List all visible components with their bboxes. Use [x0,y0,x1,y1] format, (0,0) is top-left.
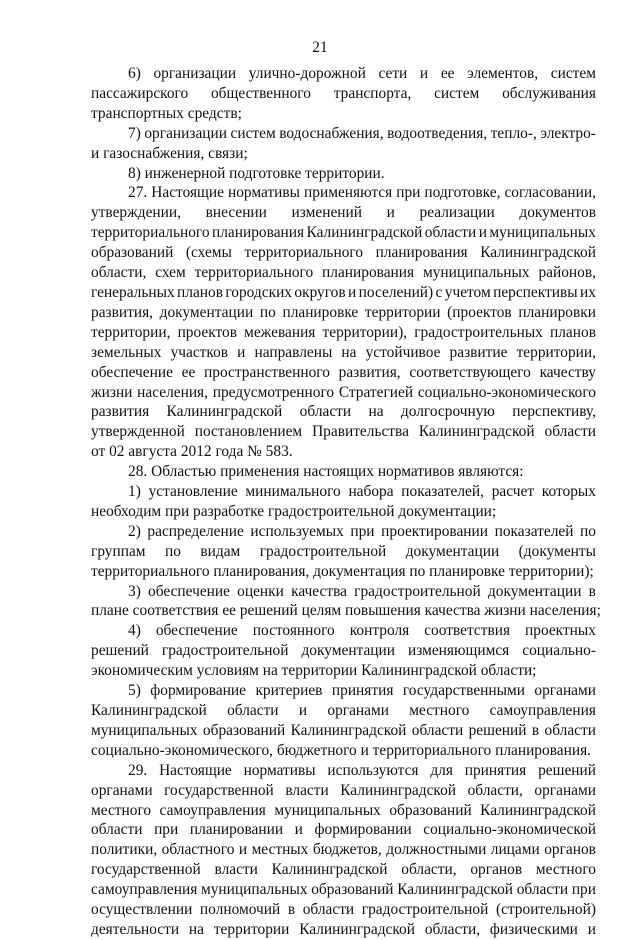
text-line: 3) обеспечение оценки качества градостроительной документации в [128,582,596,600]
text-line: группам по видам градостроительной документации (документы [91,542,596,560]
text-line: необходим при разработке градостроительной документации; [91,502,497,520]
text-line: 4) обеспечение постоянного контроля соответствия проектных [128,622,596,640]
text-line: социально-экономического, бюджетного и территориального планирования. [91,741,591,759]
document-body [91,64,601,940]
text-line: 2) распределение используемых при проектировании показателей по [128,522,596,540]
text-line: Калининградской области и органами местного самоуправления [91,702,596,719]
text-line: развития, документации по планировке территории (проектов планировки [91,303,596,321]
text-line: образований (схемы территориального планирования Калининградской [91,244,596,262]
text-line: 1) установление минимального набора показателей, расчет которых [128,483,596,501]
text-line: обеспечение ее пространственного развития, соответствующего качеству [91,363,596,381]
text-line: территориального планирования Калининградской области и муниципальных [91,224,596,242]
text-line: пассажирского общественного транспорта, систем обслуживания [91,84,596,102]
text-line: территориального планирования, документация по планировке территории); [91,562,594,580]
text-line: 28. Областью применения настоящих нормативов являются: [128,463,524,481]
text-line: плане соответствия ее решений целям повышения качества жизни населения; [91,602,601,620]
text-line: осуществлении полномочий в области градостроительной (строительной) [91,901,596,919]
text-line: территории, проектов межевания территории), градостроительных планов [91,323,596,341]
text-line: развития Калининградской области на долгосрочную перспективу, [91,403,596,421]
text-line: области, схем территориального планирования муниципальных районов, [91,264,596,282]
text-line: и газоснабжения, связи; [91,144,248,162]
text-line: 6) организации улично-дорожной сети и ее элементов, систем [128,65,596,82]
text-line: 5) формирование критериев принятия государственными органами [128,682,596,700]
text-line: жизни населения, предусмотренного Стратегией социально-экономического [91,383,596,401]
text-line: местного самоуправления муниципальных образований Калининградской [91,801,596,819]
text-line: государственной власти Калининградской области, органов местного [91,861,596,879]
text-line: утверждении, внесении изменений и реализации документов [91,204,596,222]
text-line: генеральных планов городских округов и поселений) с учетом перспективы их [91,283,596,301]
text-line: земельных участков и направлены на устойчивое развитие территории, [91,343,596,361]
text-line: 29. Настоящие нормативы используются для принятия решений [128,761,596,779]
text-line: 27. Настоящие нормативы применяются при подготовке, согласовании, [128,184,596,202]
text-line: экономическим условиям на территории Калининградской области; [91,662,537,680]
text-line: муниципальных образований Калининградской области решений в области [91,721,596,739]
text-line: области при планировании и формировании социально-экономической [91,821,596,839]
text-line: от 02 августа 2012 года № 583. [91,443,293,461]
text-line: деятельности на территории Калининградской области, физическими и [91,920,596,938]
text-line: самоуправления муниципальных образований Калининградской области при [91,881,596,899]
text-line: транспортных средств; [91,104,242,122]
text-line: органами государственной власти Калининградской области, органами [91,781,596,799]
text-line: 7) организации систем водоснабжения, водоотведения, тепло-, электро- [128,124,596,142]
text-line: утвержденной постановлением Правительства Калининградской области [91,423,596,441]
text-line: политики, областного и местных бюджетов, должностными лицами органов [91,841,596,859]
page-number: 21 [312,39,328,56]
text-line: решений градостроительной документации изменяющимся социально- [91,642,596,660]
text-line: 8) инженерной подготовке территории. [128,164,385,182]
